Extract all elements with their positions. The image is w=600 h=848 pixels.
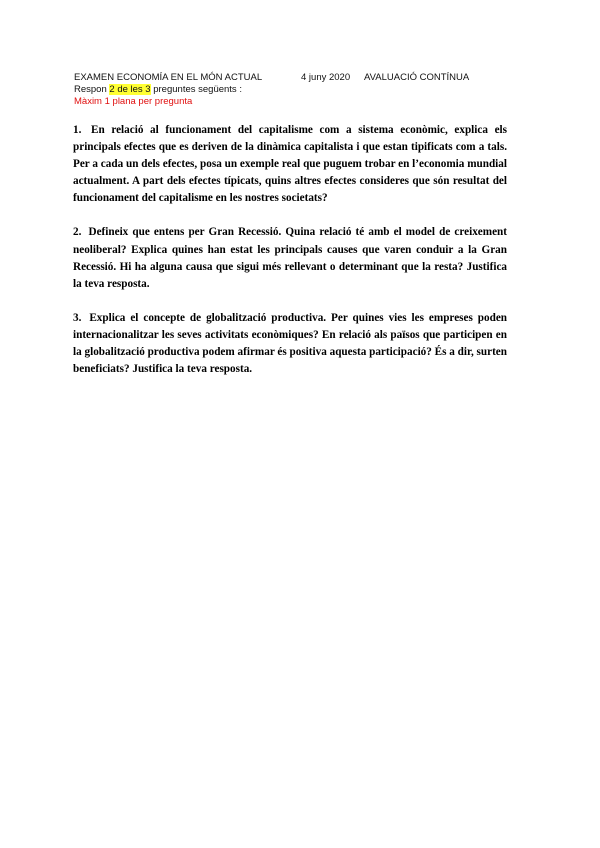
question-1	[73, 122, 507, 207]
page-limit-note: Màxim 1 plana per pregunta	[74, 96, 193, 107]
question-number: 1.	[73, 124, 82, 136]
exam-header	[74, 72, 544, 108]
question-number: 3.	[73, 311, 82, 324]
instruction-prefix: Respon	[74, 84, 110, 95]
header-title-line	[74, 72, 544, 84]
question-list	[73, 122, 507, 395]
exam-title: EXAMEN ECONOMÍA EN EL MÓN ACTUAL	[74, 72, 263, 83]
question-3	[73, 310, 507, 378]
instruction-suffix: preguntes següents :	[150, 84, 242, 95]
question-text: En relació al funcionament del capitalisme com a sistema econòmic, explica els principals efectes que es deriven de la dinàmica capitalista i que estan tipificats com a tals. Per a cada un dels efectes, posa un exemple real que puguem trobar en l’economia mundial actualment. A part dels efectes típicats, quins altres efectes consideres que són resultat del funcionament del capitalisme en les nostres societats?	[73, 124, 507, 205]
instruction-line	[74, 84, 544, 96]
question-text: Defineix que entens per Gran Recessió. Quina relació té amb el model de creixement neoliberal? Explica quines han estat les principals causes que varen conduir a la Gran Recessió. Hi ha alguna causa que sigui més rellevant o determinant que la resta? Justifica la teva resposta.	[73, 226, 507, 290]
question-number: 2.	[73, 226, 82, 239]
instruction-highlight: 2 de les 3	[109, 84, 151, 95]
exam-date: 4 juny 2020	[301, 72, 351, 83]
question-2	[73, 224, 507, 292]
question-text: Explica el concepte de globalització productiva. Per quines vies les empreses poden internacionalitzar les seves activitats econòmiques? En relació als països que participen en la globalització productiva podem afirmar és positiva aquesta participació? És a dir, surten beneficiats? Justifica la teva resposta.	[73, 311, 508, 376]
assessment-type: AVALUACIÓ CONTÍNUA	[364, 72, 470, 83]
